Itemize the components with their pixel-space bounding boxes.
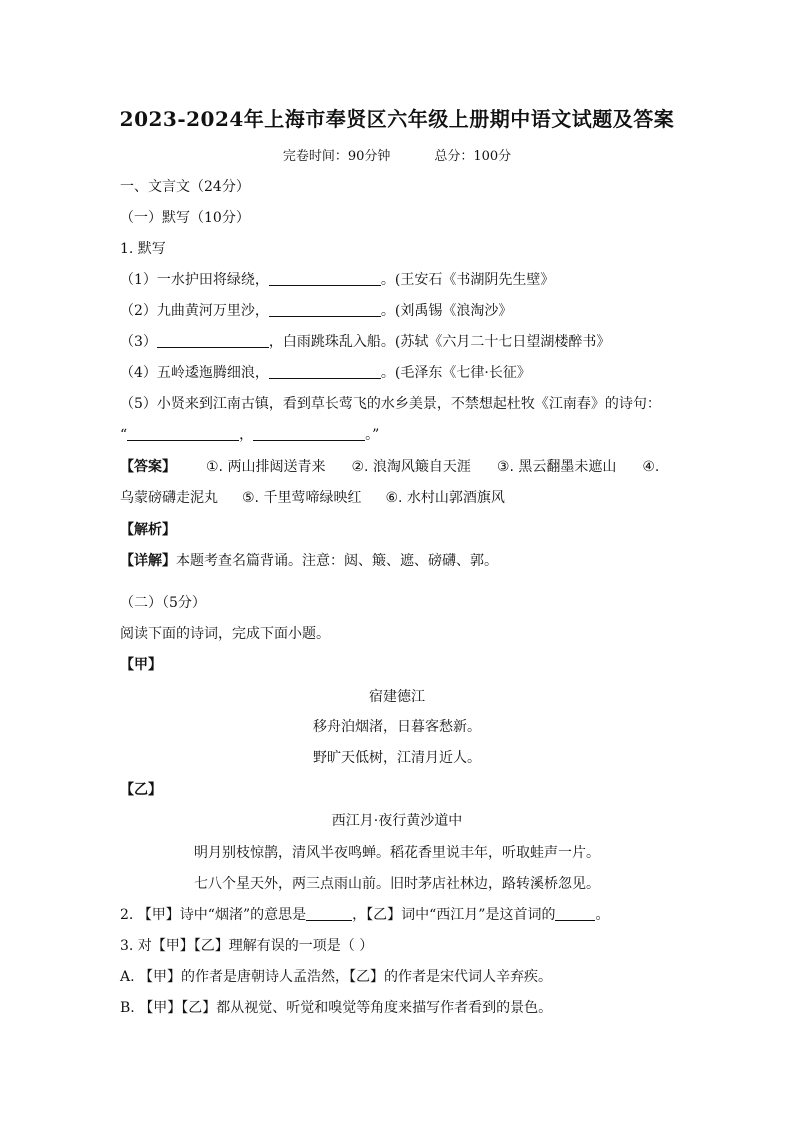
- answer-2: ②. 浪淘风簸自天涯: [351, 459, 471, 475]
- analysis-label: 【解析】: [120, 522, 176, 538]
- answer-blank[interactable]: [269, 271, 381, 286]
- question-1: 1. 默写: [120, 241, 166, 257]
- answer-3: ③. 黑云翻墨未遮山: [496, 459, 617, 475]
- answer-5: ⑤. 千里莺啼绿映红: [242, 490, 362, 506]
- dictation-item-4: （4）五岭逶迤腾细浪， 。(毛泽东《七律·长征》: [120, 365, 531, 381]
- dictation-item-5: （5）小贤来到江南古镇，看到草长莺飞的水乡美景，不禁想起杜牧《江南春》的诗句：: [120, 396, 661, 412]
- poem1-line-1: 移舟泊烟渚，日暮客愁新。: [313, 719, 481, 735]
- answer-1: ①. 两山排闼送青来: [206, 459, 326, 475]
- exam-info: [0, 145, 794, 164]
- total-score: 总分：100分: [434, 149, 512, 164]
- part2-instruction: 阅读下面的诗词，完成下面小题。: [120, 626, 330, 642]
- option-b: B. 【甲】【乙】都从视觉、听觉和嗅觉等角度来描写作者看到的景色。: [120, 1000, 553, 1016]
- page-title: 2023-2024年上海市奉贤区六年级上册期中语文试题及答案: [119, 107, 675, 131]
- option-a: A. 【甲】的作者是唐朝诗人孟浩然，【乙】的作者是宋代词人辛弃疾。: [120, 969, 553, 985]
- answer-blank[interactable]: [269, 302, 381, 317]
- poem2-title: 西江月·夜行黄沙道中: [331, 813, 463, 829]
- answer-blank[interactable]: [127, 426, 239, 441]
- poem1-title: 宿建德江: [369, 689, 425, 705]
- answer-blank[interactable]: [253, 426, 365, 441]
- poem-yi-label: 【乙】: [120, 782, 162, 798]
- part-heading: （一）默写（10分）: [120, 210, 250, 226]
- dictation-item-5-blanks: “ ， 。”: [120, 427, 380, 443]
- question-2: 2. 【甲】诗中“烟渚”的意思是 ，【乙】词中“西江月”是这首词的 。: [120, 907, 610, 923]
- answer-label: 【答案】: [120, 459, 176, 475]
- answer-line-2: [120, 487, 505, 507]
- answer-6: ⑥. 水村山郭酒旗风: [385, 490, 505, 506]
- answer-blank[interactable]: [157, 333, 269, 348]
- poem2-line-2: 七八个星天外，两三点雨山前。旧时茅店社林边，路转溪桥忽见。: [194, 876, 600, 892]
- part2-heading: （二）（5分）: [120, 595, 206, 611]
- detail-label: 【详解】: [120, 553, 176, 569]
- answer-blank[interactable]: [306, 906, 352, 921]
- detail-line: [120, 550, 498, 570]
- poem2-line-1: 明月别枝惊鹊，清风半夜鸣蝉。稻花香里说丰年，听取蛙声一片。: [194, 845, 600, 861]
- question-3: 3. 对【甲】【乙】理解有误的一项是（ ）: [120, 938, 374, 954]
- answer-4: 乌蒙磅礴走泥丸: [120, 490, 218, 506]
- poem-jia-label: 【甲】: [120, 657, 162, 673]
- dictation-item-3: （3） ，白雨跳珠乱入船。(苏轼《六月二十七日望湖楼醉书》: [120, 334, 611, 350]
- answer-line-1: [120, 456, 659, 476]
- answer-blank[interactable]: [269, 364, 381, 379]
- exam-time: 完卷时间：90分钟: [282, 149, 391, 164]
- dictation-item-2: （2）九曲黄河万里沙， 。(刘禹锡《浪淘沙》: [120, 303, 513, 319]
- detail-text: 本题考查名篇背诵。注意：闼、簸、遮、磅礴、郭。: [176, 553, 498, 569]
- poem1-line-2: 野旷天低树，江清月近人。: [313, 750, 481, 766]
- answer-4-marker: ④.: [642, 459, 660, 475]
- section-heading: 一、文言文（24分）: [120, 179, 250, 195]
- answer-blank[interactable]: [555, 906, 595, 921]
- dictation-item-1: （1）一水护田将绿绕， 。(王安石《书湖阴先生壁》: [120, 272, 555, 288]
